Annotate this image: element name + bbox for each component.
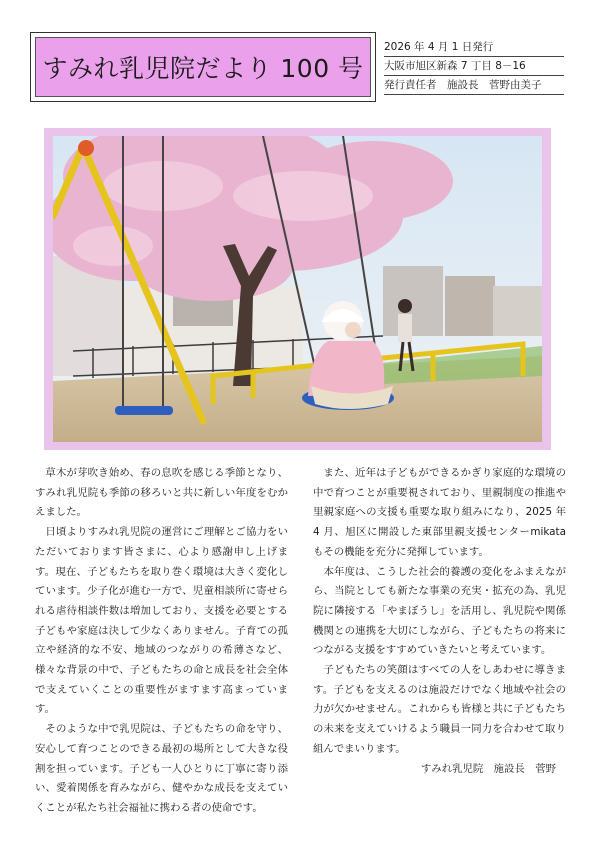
paragraph: 草木が芽吹き始め、春の息吹を感じる季節となり、すみれ乳児院も季節の移ろいと共に新しい年度をむかえました。 [35, 467, 288, 519]
newsletter-title: すみれ乳児院だより 100 号 [35, 37, 371, 97]
publisher: 発行責任者 施設長 菅野由美子 [384, 76, 564, 95]
article-left-column [35, 464, 288, 819]
photo-frame [44, 128, 551, 450]
paragraph: 本年度は、こうした社会的養護の変化をふまえながら、当院としても新たな事業の充実・拡充の為、乳児院に隣接する「やまぼうし」を活用し、乳児院や関係機関との連携を大切にしながら、子どもたちの将来につながる支援をすすめていきたいと考えています。 [313, 565, 566, 657]
paragraph: 子どもたちの笑顔はすべての人をしあわせに導きます。子どもを支えるのは施設だけでなく地域や社会の力が欠かせません。これからも皆様と共に子どもたちの未来を支えていけるよう職員一同力を合わせて取り組んでまいります。 [313, 664, 566, 755]
issue-info [384, 38, 564, 95]
signature: すみれ乳児院 施設長 菅野 [420, 762, 556, 775]
article-right-column [313, 464, 566, 779]
paragraph: そのような中で乳児院は、子どもたちの命を守り、安心して育つことのできる最初の場所として大きな役割を担っています。子ども一人ひとりに丁寧に寄り添い、愛着関係を育みながら、健やかな成長を支えていくことが私たち社会福祉に携わる者の使命です。 [35, 723, 288, 814]
paragraph: また、近年は子どもができるかぎり家庭的な環境の中で育つことが重要視されており、里親制度の推進や里親家庭への支援も重要な取り組みになり、2025 年 4 月、旭区に開設した東部里親支援センターmikata もその機能を充分に発揮しています。 [313, 467, 566, 558]
address: 大阪市旭区新森 7 丁目 8－16 [384, 57, 564, 76]
paragraph: 日頃よりすみれ乳児院の運営にご理解とご協力をいただいております皆さまに、心より感謝申し上げます。現在、子どもたちを取り巻く環境は大きく変化しています。少子化が進む一方で、児童相談所に寄せられる虐待相談件数は増加しており、支援を必要とする子どもや家庭は決して少なくありません。子育ての孤立や経済的な不安、地域のつながりの希薄さなど、様々な背景の中で、子どもたちの命と成長を社会全体で支えていくことの重要性がますます高まっています。 [35, 526, 288, 716]
cherry-blossom-swing-photo [53, 136, 542, 442]
title-box [30, 32, 376, 102]
issue-date: 2026 年 4 月 1 日発行 [384, 38, 564, 57]
